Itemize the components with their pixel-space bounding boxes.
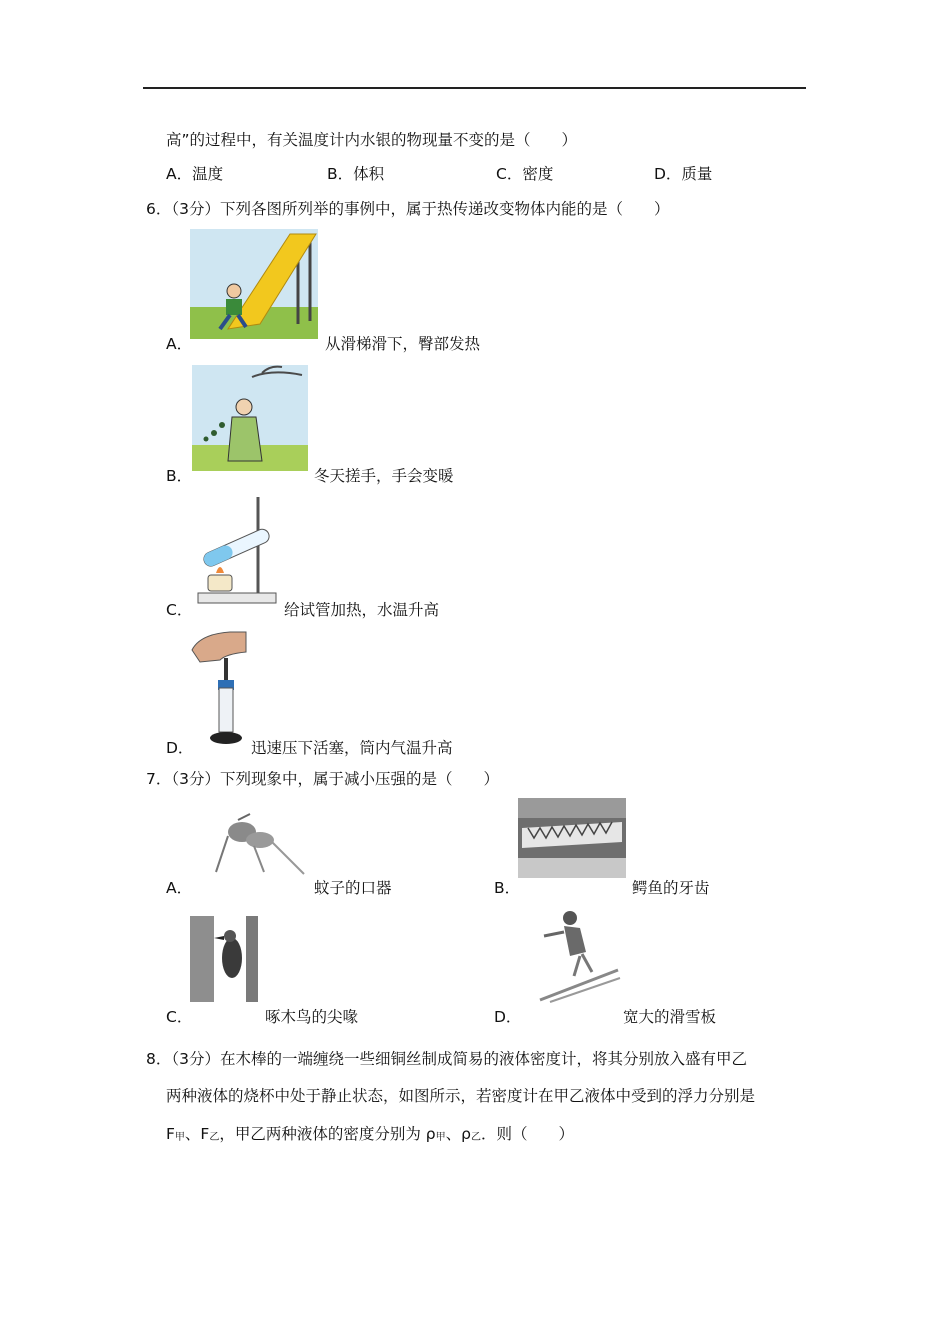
q8-sub-jia-2: 甲 bbox=[435, 1132, 446, 1143]
test-tube-heating-illustration bbox=[196, 495, 280, 605]
q7-option-b-letter: B． bbox=[494, 879, 521, 897]
header-rule bbox=[143, 87, 806, 89]
q7-stem: 7．（3分）下列现象中，属于减小压强的是（ ） bbox=[146, 770, 499, 788]
q6-option-a-letter: A． bbox=[166, 335, 193, 353]
q6-option-c-letter: C． bbox=[166, 601, 193, 619]
piston-cylinder-illustration bbox=[190, 630, 250, 748]
q5-option-c: C．密度 bbox=[496, 165, 554, 183]
q7-option-c-text: 啄木鸟的尖喙 bbox=[265, 1008, 359, 1026]
woodpecker-beak-image bbox=[190, 916, 258, 1002]
crocodile-teeth-image bbox=[518, 798, 626, 878]
q7-option-b-text: 鳄鱼的牙齿 bbox=[632, 879, 710, 897]
q6-option-d-letter: D． bbox=[166, 739, 194, 757]
q8-sub-jia: 甲 bbox=[174, 1132, 185, 1143]
q8-force-symbol: F bbox=[166, 1125, 175, 1143]
q5-stem-tail: 高”的过程中，有关温度计内水银的物现量不变的是（ ） bbox=[166, 131, 578, 149]
q7-option-a-text: 蚊子的口器 bbox=[314, 879, 392, 897]
q7-option-d-letter: D． bbox=[494, 1008, 522, 1026]
q8-sep-1: 、F bbox=[184, 1125, 210, 1143]
q6-option-a-text: 从滑梯滑下，臀部发热 bbox=[325, 335, 481, 353]
q8-sep-2: 、ρ bbox=[445, 1125, 471, 1143]
q8-sub-yi-2: 乙 bbox=[470, 1132, 481, 1143]
q6-option-d-text: 迅速压下活塞，筒内气温升高 bbox=[251, 739, 453, 757]
q6-stem: 6．（3分）下列各图所列举的事例中，属于热传递改变物体内能的是（ ） bbox=[146, 200, 670, 218]
q8-line-3 bbox=[166, 1122, 574, 1144]
mosquito-mouthpart-image bbox=[214, 812, 314, 878]
q5-option-a: A．温度 bbox=[166, 165, 224, 183]
slide-illustration bbox=[190, 229, 318, 339]
ski-board-image bbox=[530, 906, 622, 1004]
q8-end-text: ．则（ ） bbox=[480, 1125, 574, 1143]
q7-option-d-text: 宽大的滑雪板 bbox=[623, 1008, 717, 1026]
q8-sub-yi: 乙 bbox=[209, 1132, 220, 1143]
q8-line-2: 两种液体的烧杯中处于静止状态，如图所示，若密度计在甲乙液体中受到的浮力分别是 bbox=[166, 1087, 756, 1105]
q7-option-c-letter: C． bbox=[166, 1008, 193, 1026]
q6-option-b-text: 冬天搓手，手会变暖 bbox=[314, 467, 454, 485]
q8-line-1: 8．（3分）在木棒的一端缠绕一些细铜丝制成简易的液体密度计，将其分别放入盛有甲乙 bbox=[146, 1050, 747, 1068]
q6-option-b-letter: B． bbox=[166, 467, 193, 485]
q6-option-c-text: 给试管加热，水温升高 bbox=[284, 601, 440, 619]
q5-option-b: B．体积 bbox=[327, 165, 385, 183]
q5-option-d: D．质量 bbox=[654, 165, 713, 183]
q7-option-a-letter: A． bbox=[166, 879, 193, 897]
rubbing-hands-illustration bbox=[192, 365, 308, 471]
q8-mid-text: ，甲乙两种液体的密度分别为 ρ bbox=[219, 1125, 436, 1143]
